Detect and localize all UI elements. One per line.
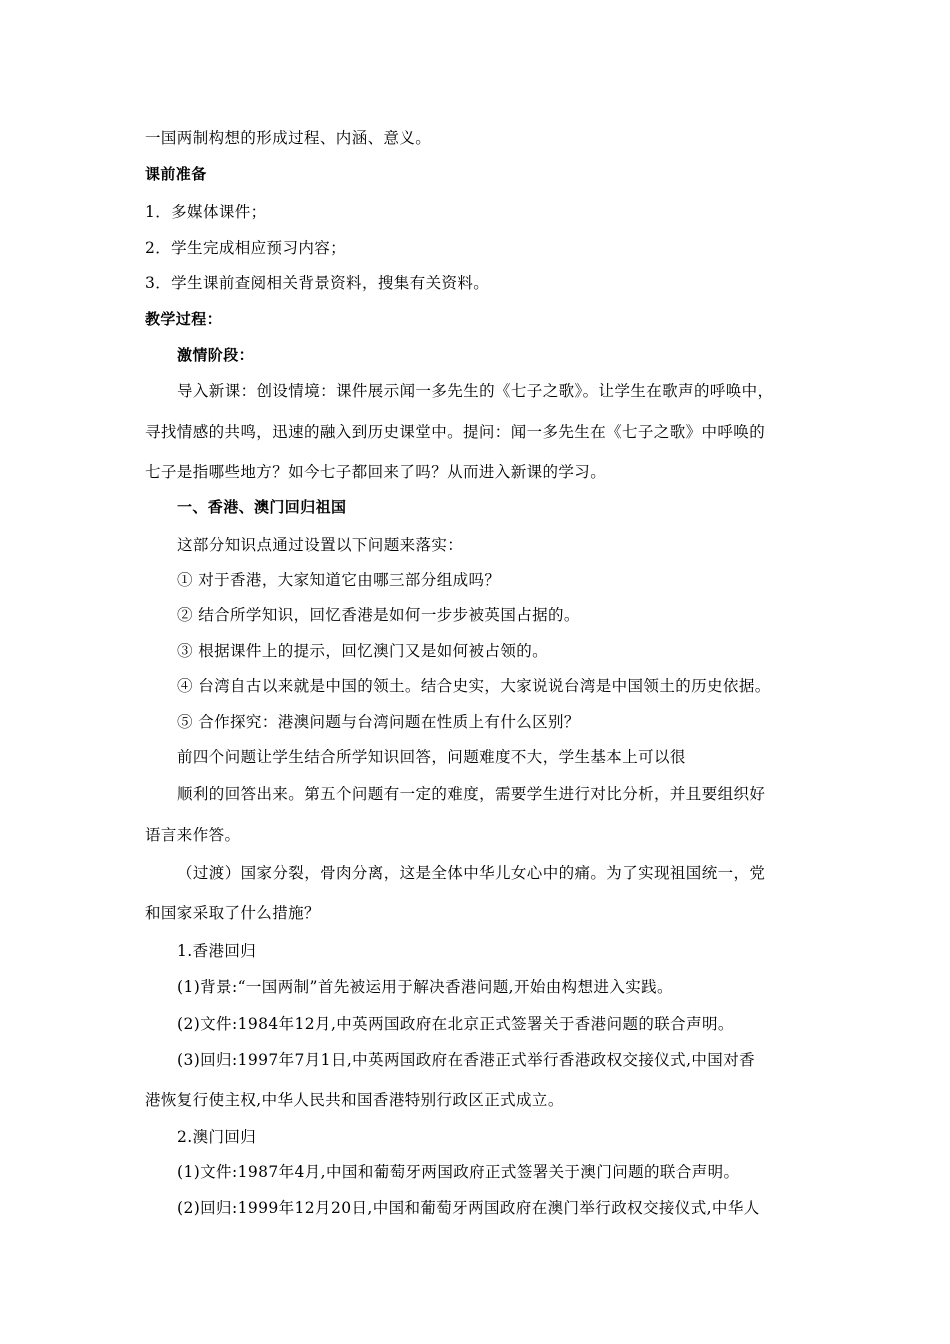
text-line: 港恢复行使主权,中华人民共和国香港特别行政区正式成立。 (145, 1091, 564, 1109)
list-item: ② 结合所学知识，回忆香港是如何一步步被英国占据的。 (177, 606, 580, 624)
subsection-heading: 2.澳门回归 (177, 1128, 257, 1146)
text-line: 这部分知识点通过设置以下问题来落实： (177, 536, 464, 554)
text-line: 1．多媒体课件； (145, 203, 267, 221)
text-line: 一国两制构想的形成过程、内涵、意义。 (145, 129, 432, 147)
list-item: ④ 台湾自古以来就是中国的领土。结合史实，大家说说台湾是中国领土的历史依据。 (177, 677, 771, 695)
list-item: ③ 根据课件上的提示，回忆澳门又是如何被占领的。 (177, 642, 549, 660)
text-line: （过渡）国家分裂，骨肉分离，这是全体中华儿女心中的痛。为了实现祖国统一，党 (177, 864, 766, 882)
text-line: (1)文件:1987年4月,中国和葡萄牙两国政府正式签署关于澳门问题的联合声明。 (177, 1163, 740, 1181)
text-line: 前四个问题让学生结合所学知识回答，问题难度不大，学生基本上可以很 (177, 748, 686, 766)
text-line: 七子是指哪些地方？如今七子都回来了吗？从而进入新课的学习。 (145, 463, 607, 481)
section-heading: 一、香港、澳门回归祖国 (177, 498, 347, 516)
section-heading: 激情阶段： (177, 346, 255, 364)
section-heading: 教学过程： (145, 310, 223, 328)
text-line: 语言来作答。 (145, 826, 241, 844)
text-line: (1)背景:“一国两制”首先被运用于解决香港问题,开始由构想进入实践。 (177, 978, 673, 996)
text-line: (2)文件:1984年12月,中英两国政府在北京正式签署关于香港问题的联合声明。 (177, 1015, 734, 1033)
text-line: 寻找情感的共鸣，迅速的融入到历史课堂中。提问：闻一多先生在《七子之歌》中呼唤的 (145, 423, 766, 441)
text-line: (2)回归:1999年12月20日,中国和葡萄牙两国政府在澳门举行政权交接仪式,中华人 (177, 1199, 760, 1217)
text-line: (3)回归:1997年7月1日,中英两国政府在香港正式举行香港政权交接仪式,中国对香 (177, 1051, 756, 1069)
text-line: 和国家采取了什么措施？ (145, 904, 320, 922)
text-line: 3．学生课前查阅相关背景资料，搜集有关资料。 (145, 274, 490, 292)
list-item: ⑤ 合作探究：港澳问题与台湾问题在性质上有什么区别？ (177, 713, 580, 731)
text-line: 2．学生完成相应预习内容； (145, 239, 347, 257)
text-line: 顺利的回答出来。第五个问题有一定的难度，需要学生进行对比分析，并且要组织好 (177, 785, 766, 803)
text-line: 导入新课：创设情境：课件展示闻一多先生的《七子之歌》。让学生在歌声的呼唤中， (177, 382, 774, 400)
list-item: ① 对于香港，大家知道它由哪三部分组成吗？ (177, 571, 501, 589)
section-heading: 课前准备 (145, 165, 207, 183)
subsection-heading: 1.香港回归 (177, 942, 257, 960)
